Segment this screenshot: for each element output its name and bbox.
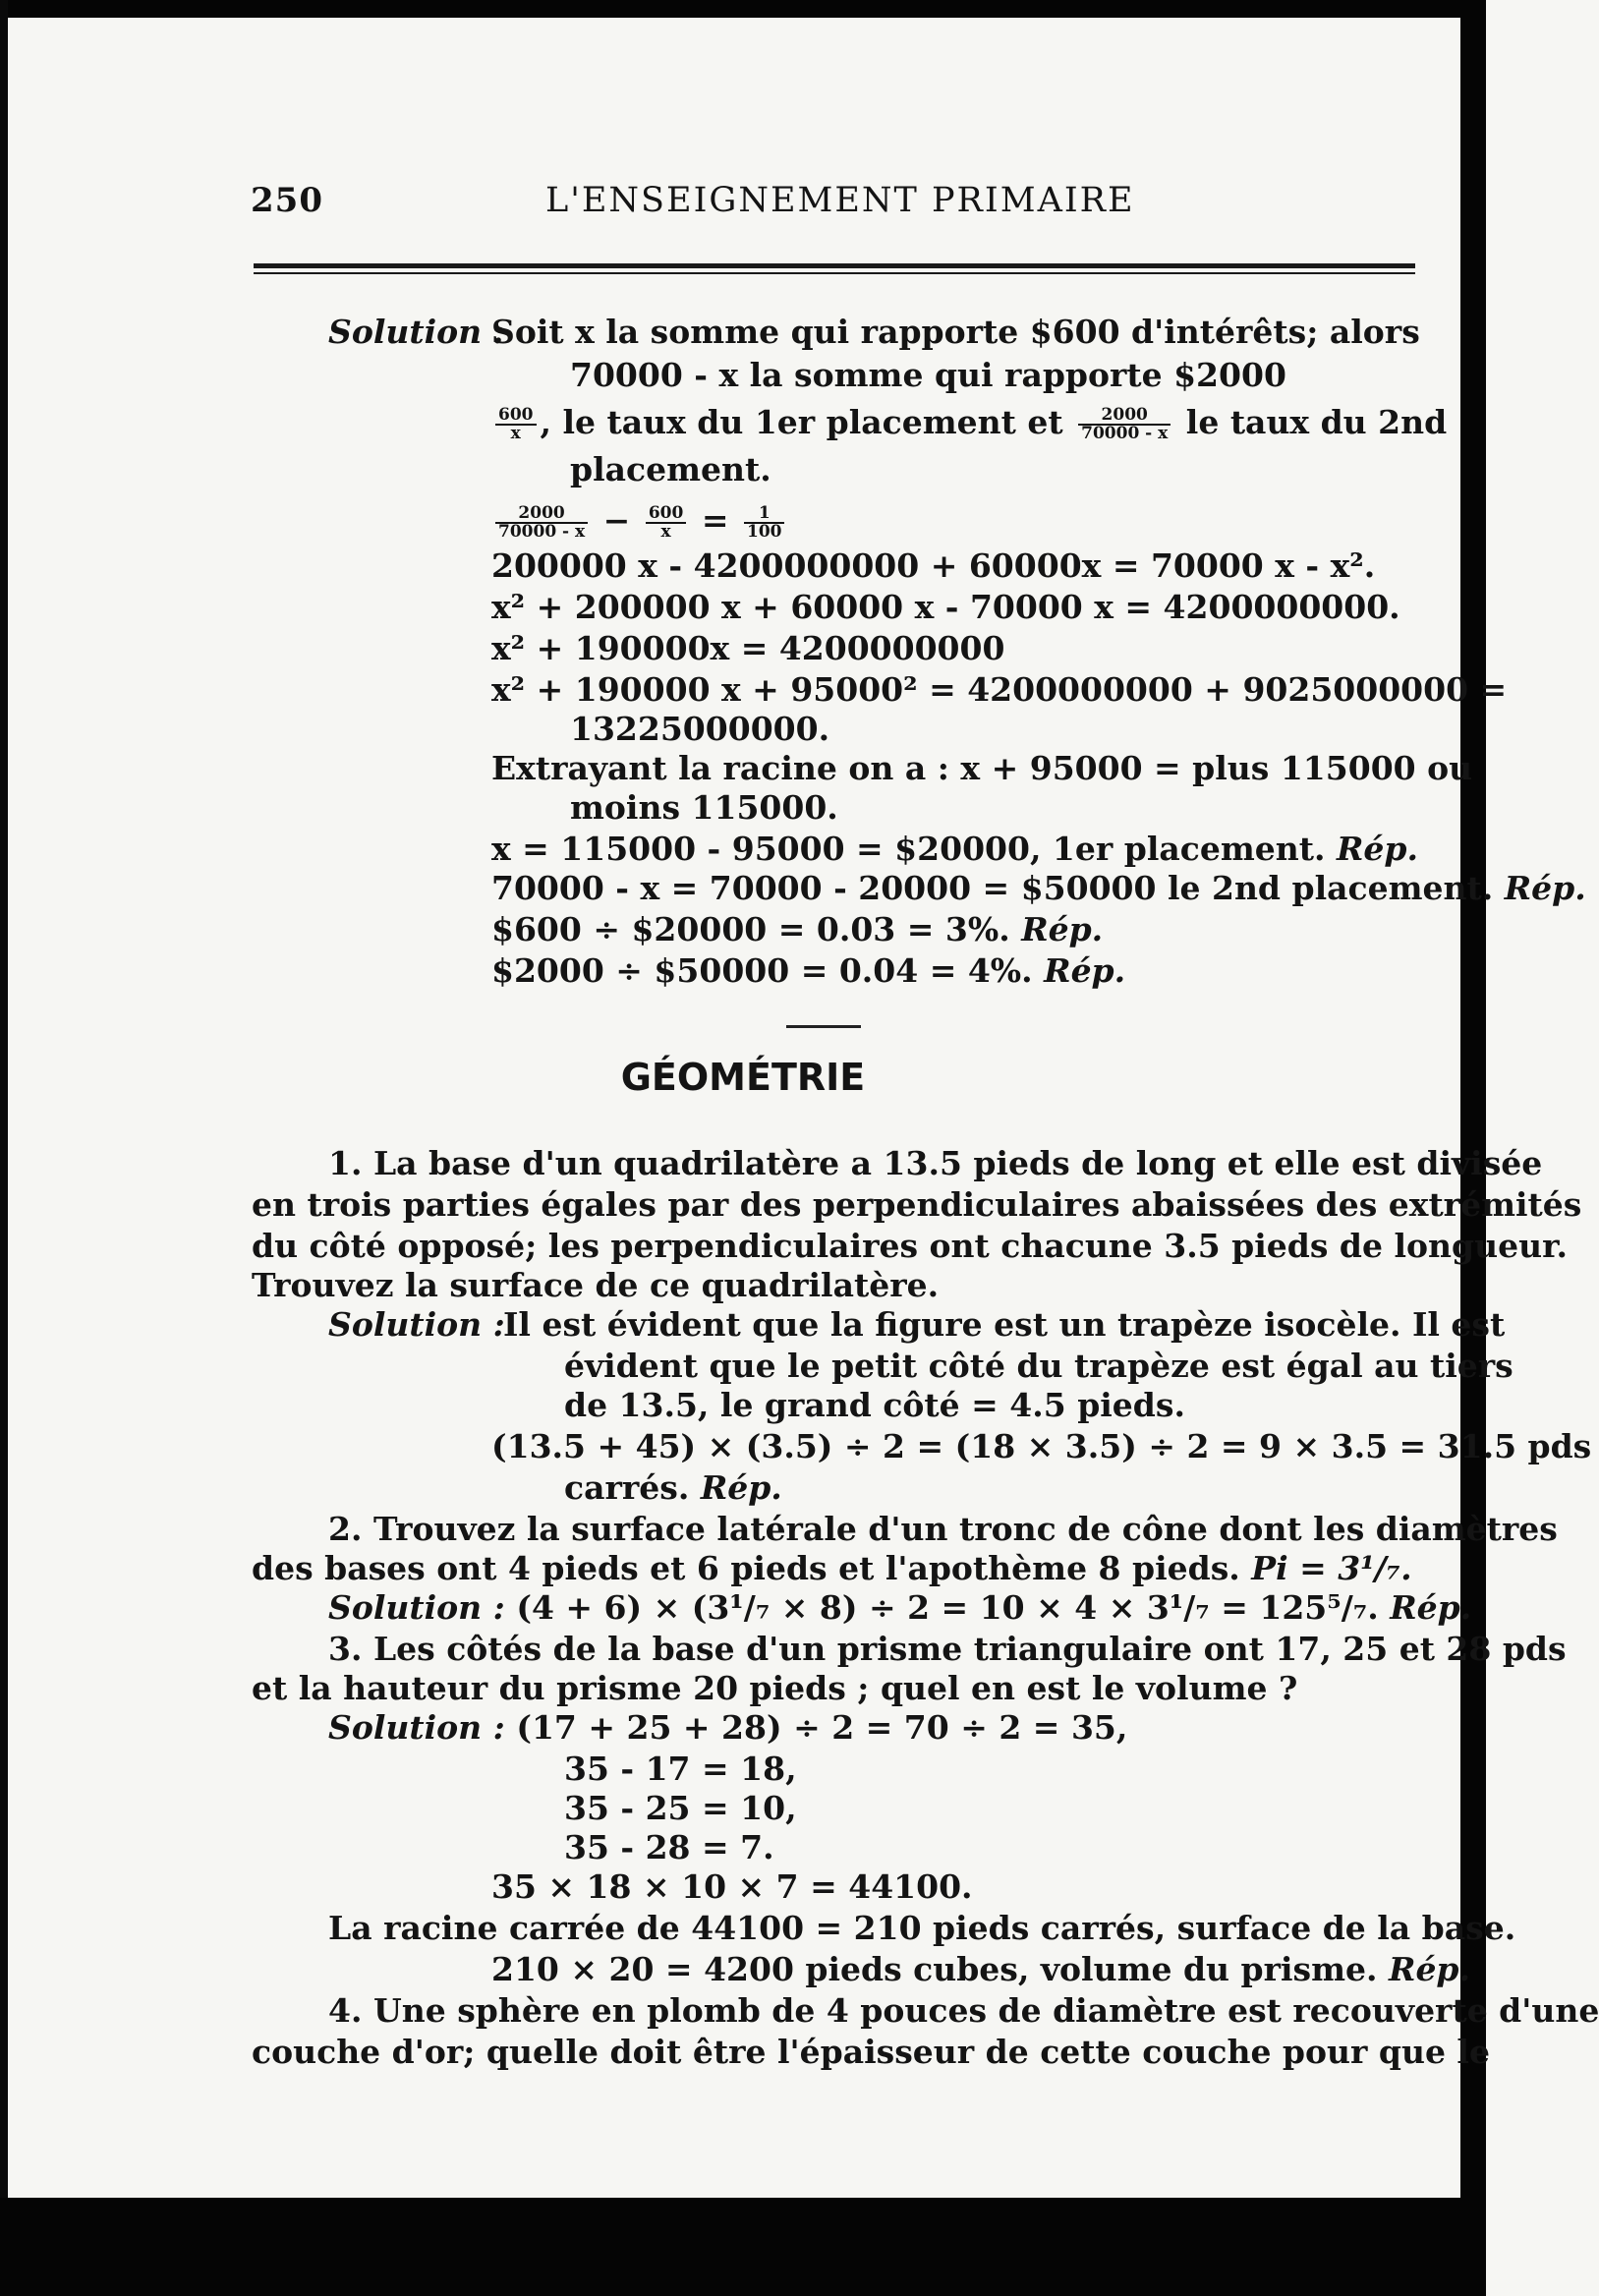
text-line: de 13.5, le grand côté = 4.5 pieds. [564,1386,1185,1424]
scan-border-bottom [0,2198,1486,2296]
result-line: 70000 - x = 70000 - 20000 = $50000 le 2nd placement. Rép. [491,869,1586,907]
equation-line: (13.5 + 45) × (3.5) ÷ 2 = (18 × 3.5) ÷ 2 = 9 × 3.5 = 31.5 pds [491,1427,1592,1465]
fraction: $\frac{2000}{70000 - x}$ [1078,407,1171,442]
text-line: 2. Trouvez la surface latérale d'un tronc de cône dont les diamètres [328,1510,1558,1548]
text-line: Trouvez la surface de ce quadrilatère. [252,1266,940,1304]
text-line: 4. Une sphère en plomb de 4 pouces de diamètre est recouverte d'une [328,1991,1599,2030]
section-title: GÉOMÉTRIE [620,1056,866,1099]
page-number: 250 [251,181,323,220]
running-title: L'ENSEIGNEMENT PRIMAIRE [545,181,1135,220]
text-line: 3. Les côtés de la base d'un prisme triangulaire ont 17, 25 et 28 pds [328,1630,1567,1668]
text-line: moins 115000. [570,788,838,827]
result-line: 210 × 20 = 4200 pieds cubes, volume du prisme. Rép. [491,1950,1470,1988]
text-line: du côté opposé; les perpendiculaires ont chacune 3.5 pieds de longueur. [252,1227,1568,1265]
equation-line: x² + 190000 x + 95000² = 4200000000 + 9025000000 = [491,670,1508,709]
result-line: carrés. Rép. [564,1468,782,1507]
equation-line: $\frac{2000}{70000 - x}$ − $\frac{600}{x}$ = $\frac{1}{100}$ [491,501,788,541]
header-rule-thin [254,272,1415,274]
text-line: Soit x la somme qui rapporte $600 d'intérêts; alors [491,313,1420,351]
equation-line: Solution : (17 + 25 + 28) ÷ 2 = 70 ÷ 2 = 35, [328,1708,1128,1747]
text-line: 1. La base d'un quadrilatère a 13.5 pieds de long et elle est divisée [328,1144,1543,1182]
scan-border-left [0,0,8,2296]
fraction: $\frac{600}{x}$ [495,407,537,442]
text-line: en trois parties égales par des perpendiculaires abaissées des extrémités [252,1185,1582,1224]
equation-line: x² + 200000 x + 60000 x - 70000 x = 4200000000. [491,588,1400,626]
result-line: $2000 ÷ $50000 = 0.04 = 4%. Rép. [491,951,1126,990]
result-line: Solution : (4 + 6) × (3¹/₇ × 8) ÷ 2 = 10 × 4 × 3¹/₇ = 125⁵/₇. Rép. [328,1588,1472,1627]
text-line: La racine carrée de 44100 = 210 pieds carrés, surface de la base. [328,1909,1516,1947]
text-line: évident que le petit côté du trapèze est égal au tiers [564,1347,1513,1385]
solution-label: Solution : [328,1305,505,1344]
equation-line: 13225000000. [570,710,830,748]
text-line: placement. [570,450,771,488]
equation-line: x² + 190000x = 4200000000 [491,629,1005,667]
equation-line: 35 - 17 = 18, [564,1750,797,1788]
text-line: couche d'or; quelle doit être l'épaisseur de cette couche pour que le [252,2033,1490,2071]
equation-line: 200000 x - 4200000000 + 60000x = 70000 x - x². [491,546,1376,585]
text-line: $\frac{600}{x}$ , le taux du 1er placement et $\frac{2000}{70000 - x}$ le taux du 2nd [491,403,1447,442]
section-separator [786,1025,861,1028]
text-line: 70000 - x la somme qui rapporte $2000 [570,356,1286,394]
header-rule-thick [254,263,1415,268]
text-line: Extrayant la racine on a : x + 95000 = plus 115000 ou [491,749,1473,787]
equation-line: 35 - 25 = 10, [564,1789,797,1827]
text-line: Il est évident que la figure est un trapèze isocèle. Il est [503,1305,1506,1344]
result-line: x = 115000 - 95000 = $20000, 1er placement. Rép. [491,830,1418,868]
solution-label: Solution : [328,313,505,351]
result-line: $600 ÷ $20000 = 0.03 = 3%. Rép. [491,910,1104,948]
text-line: et la hauteur du prisme 20 pieds ; quel en est le volume ? [252,1669,1298,1707]
scan-border-top [0,0,1486,18]
equation-line: 35 - 28 = 7. [564,1828,774,1866]
equation-line: 35 × 18 × 10 × 7 = 44100. [491,1867,973,1906]
text-line: des bases ont 4 pieds et 6 pieds et l'apothème 8 pieds. Pi = 3¹/₇. [252,1549,1412,1587]
